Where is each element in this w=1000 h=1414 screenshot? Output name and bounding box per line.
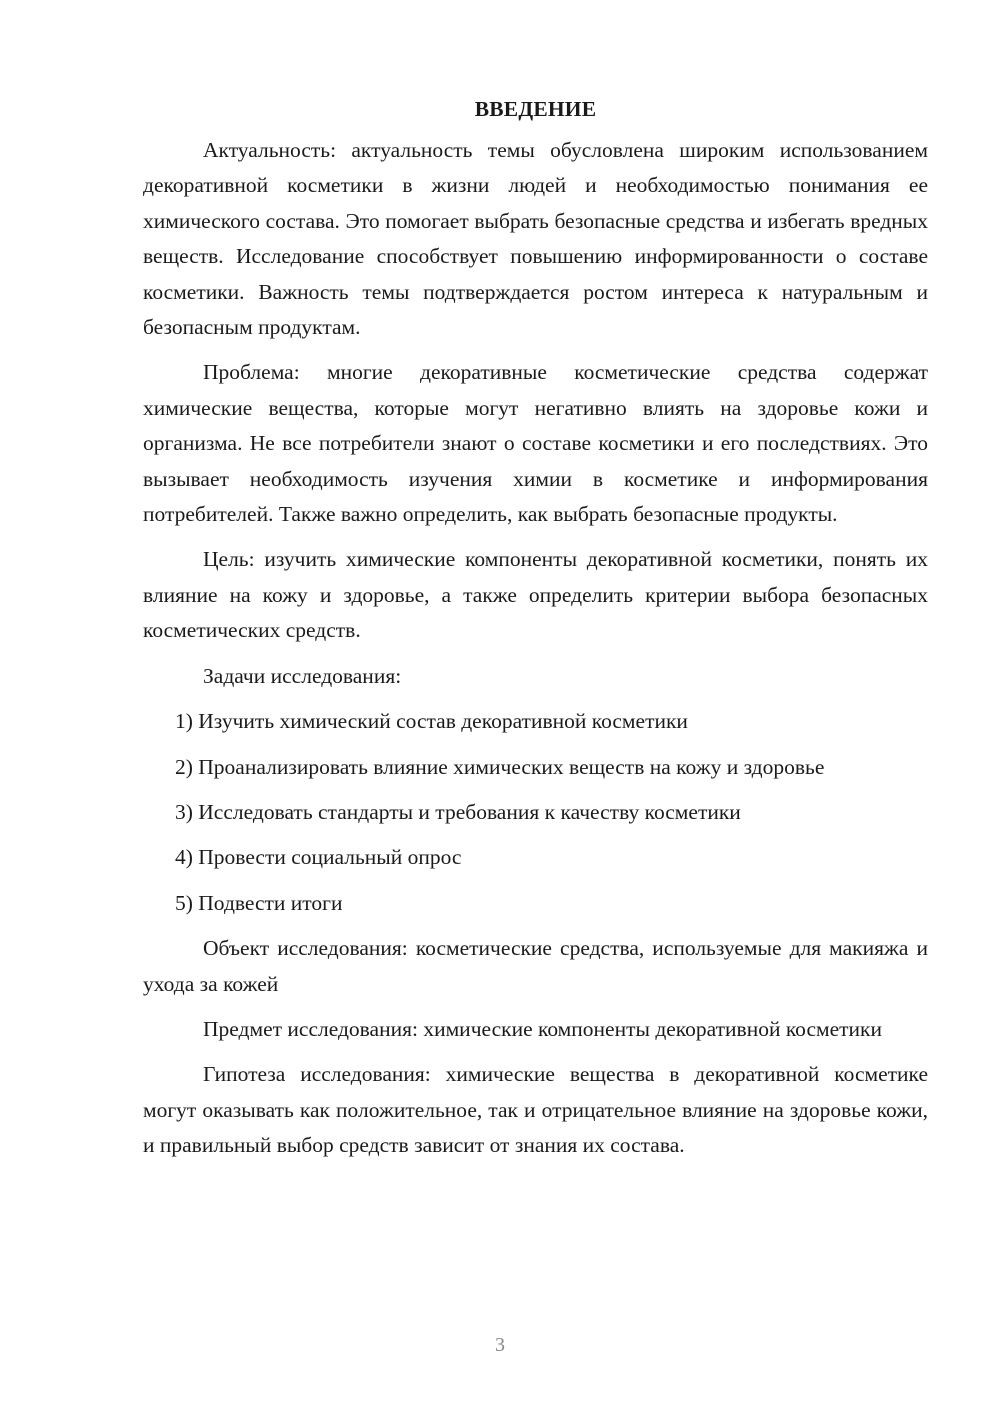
paragraph-hypothesis: Гипотеза исследования: химические вещества в декоративной косметике могут оказывать как положительное, так и отрицательное влияние на здоровье кожи, и правильный выбор средств зависит от знания их состава. — [143, 1062, 928, 1158]
tasks-heading: Задачи исследования: — [203, 663, 402, 688]
paragraph-relevance: Актуальность: актуальность темы обусловлена широким использованием декоративной косметики в жизни людей и необходимостью понимания ее химического состава. Это помогает выбрать безопасные средства и избегать вредных веществ. Исследование способствует повышению информированности о составе косметики. Важность темы подтверждается ростом интереса к натуральным и безопасным продуктам. — [143, 138, 928, 340]
paragraph-object: Объект исследования: косметические средства, используемые для макияжа и ухода за кожей — [143, 936, 928, 996]
paragraph-problem: Проблема: многие декоративные косметические средства содержат химические вещества, которые могут негативно влиять на здоровье кожи и организма. Не все потребители знают о составе косметики и его последствиях. Это вызывает необходимость изучения химии в косметике и информирования потребителей. Также важно определить, как выбрать безопасные продукты. — [143, 360, 928, 527]
paragraph-subject: Предмет исследования: химические компоненты декоративной косметики — [203, 1016, 883, 1041]
tasks-list — [143, 704, 928, 921]
list-item: 5) Подвести итоги — [175, 890, 343, 915]
list-item: 1) Изучить химический состав декоративной косметики — [175, 709, 688, 734]
document-page — [143, 92, 928, 1174]
page-number: 3 — [495, 1334, 505, 1356]
list-item: 2) Проанализировать влияние химических веществ на кожу и здоровье — [175, 754, 825, 779]
list-item: 4) Провести социальный опрос — [175, 845, 462, 870]
page-title: ВВЕДЕНИЕ — [474, 97, 597, 121]
list-item: 3) Исследовать стандарты и требования к качеству косметики — [175, 799, 741, 824]
paragraph-goal: Цель: изучить химические компоненты декоративной косметики, понять их влияние на кожу и здоровье, а также определить критерии выбора безопасных косметических средств. — [143, 547, 928, 643]
